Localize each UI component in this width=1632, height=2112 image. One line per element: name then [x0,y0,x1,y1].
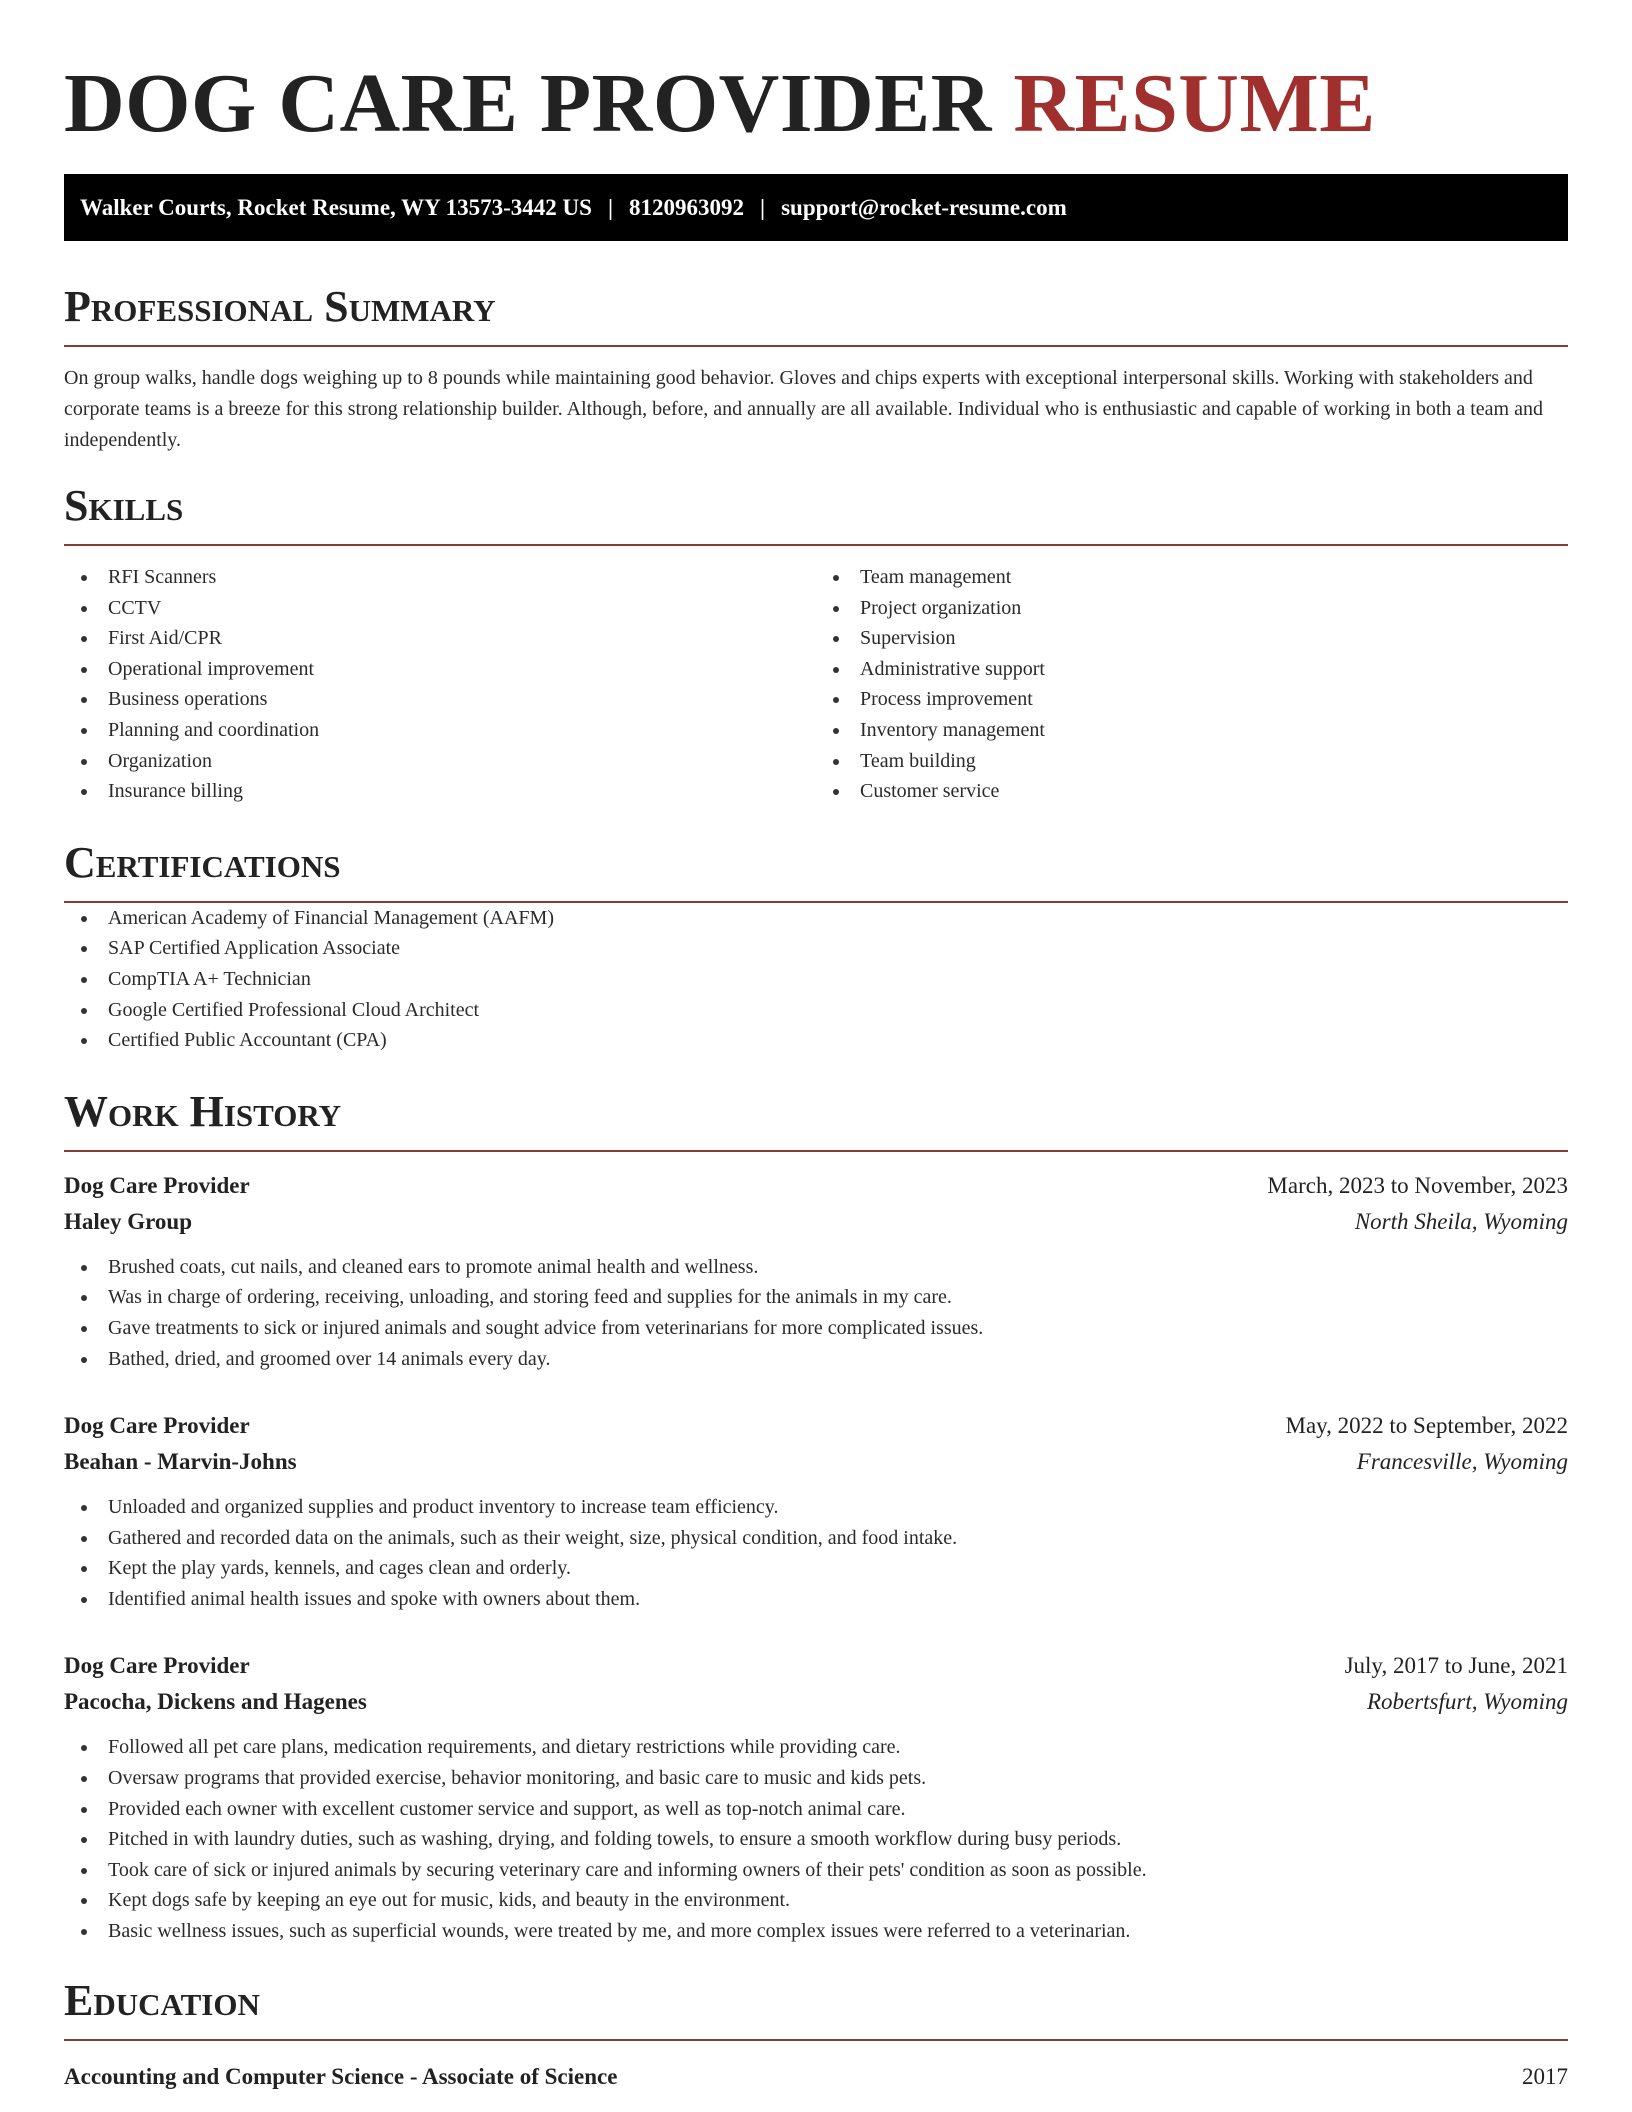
job-header-row [64,1408,1568,1444]
job-duty-item: Gave treatments to sick or injured animals and sought advice from veterinarians for more complicated issues. [64,1313,1568,1344]
professional-summary-section [64,281,1568,456]
certification-item: Google Certified Professional Cloud Architect [64,995,1568,1026]
education-year: 2017 [1522,2063,1568,2089]
job-duties-list [64,1732,1568,1946]
skill-item: Team management [816,562,1568,593]
job-duty-item: Bathed, dried, and groomed over 14 animals every day. [64,1344,1568,1375]
contact-bar [64,174,1568,241]
title-accent: RESUME [1013,57,1376,150]
job-title: Dog Care Provider [64,1653,250,1679]
certification-item: CompTIA A+ Technician [64,964,1568,995]
job-dates: March, 2023 to November, 2023 [1267,1172,1568,1198]
skill-item: Project organization [816,593,1568,624]
contact-separator: | [760,194,766,220]
professional-summary-text: On group walks, handle dogs weighing up to 8 pounds while maintaining good behavior. Gloves and chips experts with exceptional interpersonal skills. Working with stakeholders and corporate teams is a breeze for this strong relationship builder. Although, before, and annually are all available. Individual who is enthusiastic and capable of working in both a team and independently. [64,367,1543,451]
contact-address: Walker Courts, Rocket Resume, WY 13573-3442 US [80,194,592,220]
education-degree: Accounting and Computer Science - Associate of Science [64,2063,618,2089]
skill-item: CCTV [64,593,816,624]
job-duty-item: Provided each owner with excellent customer service and support, as well as top-notch animal care. [64,1794,1568,1825]
skills-list-right [816,562,1568,807]
job-duty-item: Pitched in with laundry duties, such as washing, drying, and folding towels, to ensure a smooth workflow during busy periods. [64,1824,1568,1855]
certifications-list [64,903,1568,1056]
contact-separator: | [607,194,614,220]
skill-item: Administrative support [816,654,1568,685]
education-heading: Education [64,1975,1568,2041]
job-duty-item: Took care of sick or injured animals by securing veterinary care and informing owners of their pets' condition as soon as possible. [64,1855,1568,1886]
skill-item: Operational improvement [64,654,816,685]
professional-summary-heading: Professional Summary [64,281,1568,347]
job-company: Beahan - Marvin-Johns [64,1449,297,1475]
resume-title [64,0,1568,150]
job-duty-item: Brushed coats, cut nails, and cleaned ears to promote animal health and wellness. [64,1252,1568,1283]
certifications-heading: Certifications [64,837,1568,903]
job-duty-item: Identified animal health issues and spoke with owners about them. [64,1584,1568,1615]
job-dates: May, 2022 to September, 2022 [1285,1413,1568,1439]
contact-email: support@rocket-resume.com [781,194,1067,220]
work-history-section [64,1086,1568,1947]
skills-heading: Skills [64,480,1568,546]
job-duty-item: Oversaw programs that provided exercise, behavior monitoring, and basic care to music and kids pets. [64,1763,1568,1794]
job-location: Francesville, Wyoming [1356,1449,1568,1475]
job-title: Dog Care Provider [64,1413,250,1439]
skills-section [64,480,1568,807]
job-duty-item: Basic wellness issues, such as superficial wounds, were treated by me, and more complex issues were referred to a veterinarian. [64,1916,1568,1947]
certifications-section [64,837,1568,1056]
job-company-row [64,1444,1568,1480]
skill-item: Inventory management [816,715,1568,746]
skill-item: Insurance billing [64,776,816,807]
work-history-heading: Work History [64,1086,1568,1152]
skill-item: Business operations [64,684,816,715]
job-entry [64,1408,1568,1614]
job-duty-item: Kept the play yards, kennels, and cages clean and orderly. [64,1553,1568,1584]
job-entry [64,1648,1568,1946]
job-duty-item: Was in charge of ordering, receiving, unloading, and storing feed and supplies for the animals in my care. [64,1282,1568,1313]
job-company-row [64,1684,1568,1720]
certification-item: Certified Public Accountant (CPA) [64,1025,1568,1056]
skills-list-left [64,562,816,807]
job-company: Pacocha, Dickens and Hagenes [64,1689,367,1715]
skill-item: Organization [64,746,816,777]
title-main: DOG CARE PROVIDER [64,57,992,150]
job-duty-item: Followed all pet care plans, medication requirements, and dietary restrictions while providing care. [64,1732,1568,1763]
job-location: Robertsfurt, Wyoming [1366,1689,1568,1715]
education-entry [64,2059,1568,2095]
job-duty-item: Unloaded and organized supplies and product inventory to increase team efficiency. [64,1492,1568,1523]
certification-item: SAP Certified Application Associate [64,933,1568,964]
skill-item: RFI Scanners [64,562,816,593]
job-title: Dog Care Provider [64,1172,250,1198]
skill-item: Supervision [816,623,1568,654]
job-duty-item: Gathered and recorded data on the animals, such as their weight, size, physical condition, and food intake. [64,1523,1568,1554]
certification-item: American Academy of Financial Management (AAFM) [64,903,1568,934]
job-entry [64,1168,1568,1374]
skill-item: First Aid/CPR [64,623,816,654]
job-header-row [64,1168,1568,1204]
job-duties-list [64,1252,1568,1374]
skill-item: Planning and coordination [64,715,816,746]
skills-columns [64,562,1568,807]
education-section [64,1975,1568,2095]
job-company: Haley Group [64,1208,193,1234]
skill-item: Customer service [816,776,1568,807]
job-location: North Sheila, Wyoming [1354,1208,1568,1234]
job-dates: July, 2017 to June, 2021 [1344,1653,1568,1679]
skill-item: Team building [816,746,1568,777]
skill-item: Process improvement [816,684,1568,715]
job-company-row [64,1204,1568,1240]
job-duties-list [64,1492,1568,1614]
contact-phone: 8120963092 [629,194,745,220]
job-duty-item: Kept dogs safe by keeping an eye out for music, kids, and beauty in the environment. [64,1885,1568,1916]
job-header-row [64,1648,1568,1684]
